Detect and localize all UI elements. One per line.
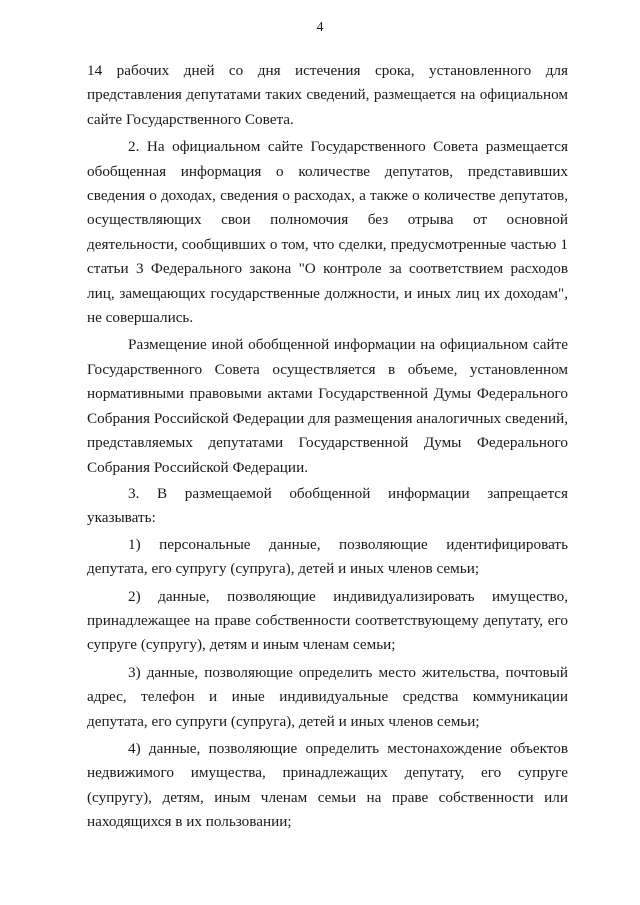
paragraph-item-1: 1) персональные данные, позволяющие идентифицировать депутата, его супругу (супруга), детей и иных членов семьи;: [87, 535, 568, 578]
paragraph-other-info: Размещение иной обобщенной информации на официальном сайте Государственного Совета осуществляется в объеме, установленном нормативными правовыми актами Государственной Думы Федерального Собрания Российской Федерации для размещения аналогичных сведений, представляемых депутатами Государственной Думы Федерального Собрания Российской Федерации.: [87, 336, 568, 476]
document-body: [87, 59, 568, 835]
paragraph-clause-3: 3. В размещаемой обобщенной информации запрещается указывать:: [87, 484, 568, 527]
paragraph-item-3: 3) данные, позволяющие определить место жительства, почтовый адрес, телефон и иные индивидуальные средства коммуникации депутата, его супруги (супруга), детей и иных членов семьи;: [87, 663, 568, 730]
paragraph-item-4: 4) данные, позволяющие определить местонахождение объектов недвижимого имущества, принадлежащих депутату, его супруге (супругу), детям, иным членам семьи на праве собственности или находящихся в их пользовании;: [87, 739, 568, 831]
page-number: 4: [316, 20, 324, 35]
paragraph-item-2: 2) данные, позволяющие индивидуализировать имущество, принадлежащее на праве собственности соответствующему депутату, его супруге (супругу), детям и иным членам семьи;: [87, 587, 568, 654]
paragraph-clause-2: 2. На официальном сайте Государственного Совета размещается обобщенная информация о количестве депутатов, представивших сведения о доходах, сведения о расходах, а также о количестве депутатов, осуществляющих свои полномочия без отрыва от основной деятельности, сообщивших о том, что сделки, предусмотренные частью 1 статьи 3 Федерального закона "О контроле за соответствием расходов лиц, замещающих государственные должности, и иных лиц их доходам", не совершались.: [87, 138, 568, 327]
paragraph-continuation: 14 рабочих дней со дня истечения срока, установленного для представления депутатами таких сведений, размещается на официальном сайте Государственного Совета.: [87, 62, 568, 128]
